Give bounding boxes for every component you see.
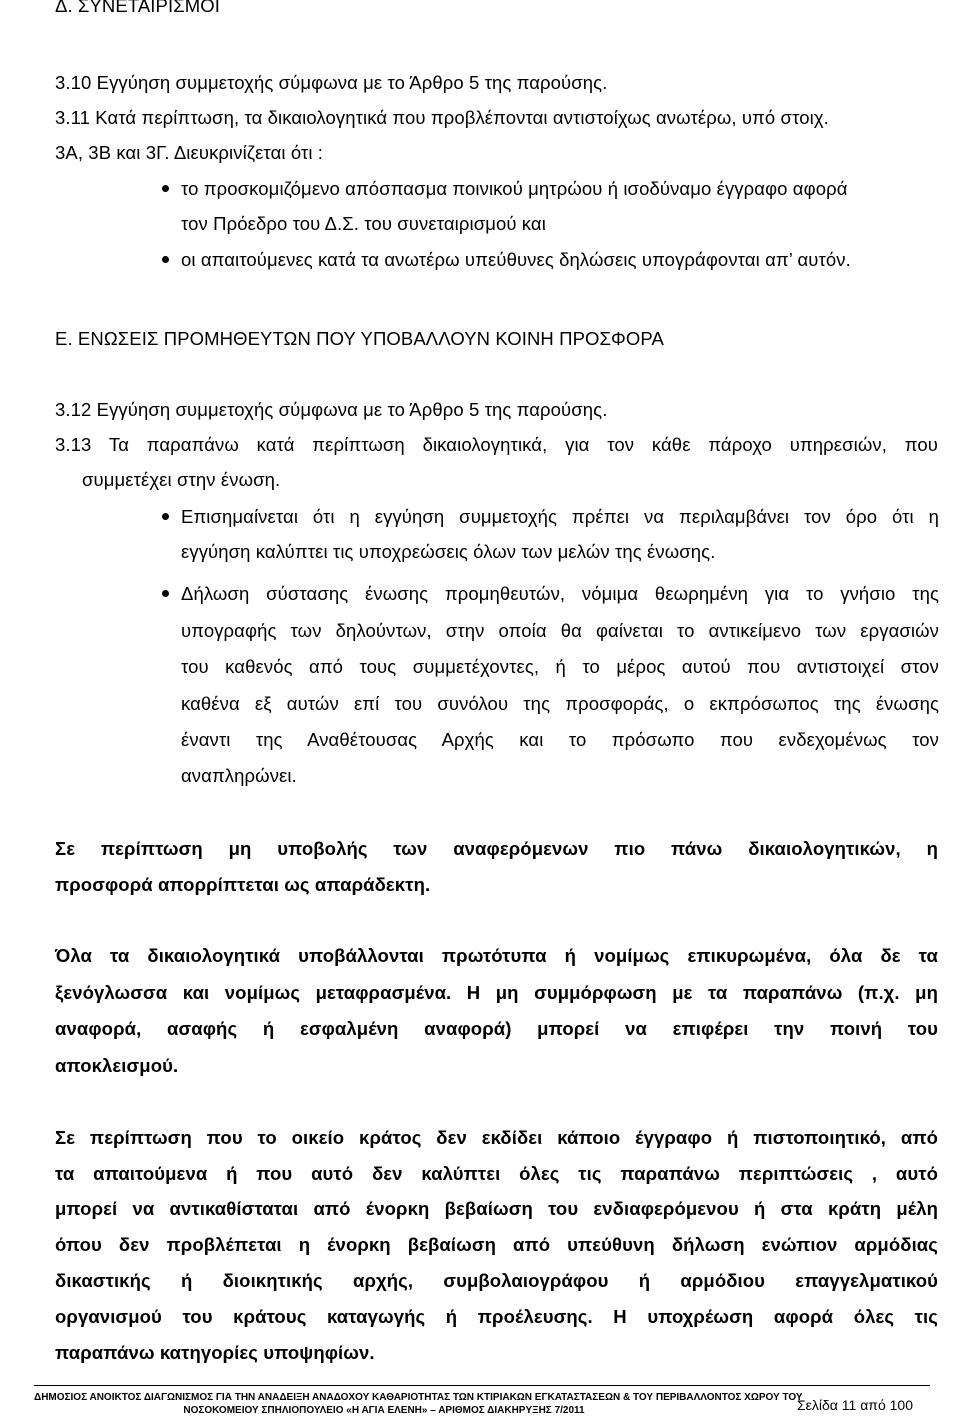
footer-divider bbox=[34, 1385, 930, 1386]
section-e-bullet2-line: καθένα εξ αυτών επί του συνόλου της προσφοράς, ο εκπρόσωπος της ένωσης bbox=[181, 693, 939, 714]
item-3-13-line2: συμμετέχει στην ένωση. bbox=[82, 469, 281, 490]
bullet-icon bbox=[162, 513, 169, 520]
section-d-bullet1-line1: το προσκομιζόμενο απόσπασμα ποινικού μητρώου ή ισοδύναμο έγγραφο αφορά bbox=[181, 178, 848, 199]
bold-paragraph-2-line: Όλα τα δικαιολογητικά υποβάλλονται πρωτότυπα ή νομίμως επικυρωμένα, όλα δε τα bbox=[55, 945, 938, 966]
section-d-bullet1-line2: τον Πρόεδρο του Δ.Σ. του συνεταιρισμού και bbox=[181, 213, 546, 234]
bold-paragraph-3-line: οργανισμού του κράτους καταγωγής ή προέλευσης. Η υποχρέωση αφορά όλες τις bbox=[55, 1306, 938, 1327]
bold-paragraph-3-line: τα απαιτούμενα ή που αυτό δεν καλύπτει όλες τις παραπάνω περιπτώσεις , αυτό bbox=[55, 1163, 938, 1184]
bold-paragraph-2-line: ξενόγλωσσα και νομίμως μεταφρασμένα. Η μη συμμόρφωση με τα παραπάνω (π.χ. μη bbox=[55, 982, 938, 1003]
item-3-11-line2: 3Α, 3Β και 3Γ. Διευκρινίζεται ότι : bbox=[55, 142, 324, 163]
bold-paragraph-3-line: παραπάνω κατηγορίες υποψηφίων. bbox=[55, 1342, 375, 1363]
bullet-icon bbox=[162, 185, 169, 192]
section-d-bullet2: οι απαιτούμενες κατά τα ανωτέρω υπεύθυνες δηλώσεις υπογράφονται απ’ αυτόν. bbox=[181, 249, 851, 270]
bold-paragraph-3-line: δικαστικής ή διοικητικής αρχής, συμβολαιογράφου ή αρμόδιου επαγγελματικού bbox=[55, 1270, 938, 1291]
section-heading-d: Δ. ΣΥΝΕΤΑΙΡΙΣΜΟΙ bbox=[55, 0, 220, 16]
section-heading-e: Ε. ΕΝΩΣΕΙΣ ΠΡΟΜΗΘΕΥΤΩΝ ΠΟΥ ΥΠΟΒΑΛΛΟΥΝ ΚΟΙΝΗ ΠΡΟΣΦΟΡΑ bbox=[55, 328, 664, 349]
section-e-bullet2-line: του καθενός από τους συμμετέχοντες, ή το μέρος αυτού που αντιστοιχεί στον bbox=[181, 656, 939, 677]
section-e-bullet2-line: έναντι της Αναθέτουσας Αρχής και το πρόσωπο που ενδεχομένως τον bbox=[181, 729, 939, 750]
item-3-10: 3.10 Εγγύηση συμμετοχής σύμφωνα με το Άρθρο 5 της παρούσης. bbox=[55, 72, 608, 93]
bullet-icon bbox=[162, 256, 169, 263]
item-3-13-line1: 3.13 Τα παραπάνω κατά περίπτωση δικαιολογητικά, για τον κάθε πάροχο υπηρεσιών, που bbox=[55, 434, 938, 455]
bold-paragraph-3-line: μπορεί να αντικαθίσταται από ένορκη βεβαίωση του ενδιαφερόμενου ή στα κράτη μέλη bbox=[55, 1198, 938, 1219]
item-3-11-line1: 3.11 Κατά περίπτωση, τα δικαιολογητικά που προβλέπονται αντιστοίχως ανωτέρω, υπό στοιχ. bbox=[55, 107, 829, 128]
section-e-bullet2-line: αναπληρώνει. bbox=[181, 765, 297, 786]
item-3-12: 3.12 Εγγύηση συμμετοχής σύμφωνα με το Άρθρο 5 της παρούσης. bbox=[55, 399, 608, 420]
footer-tender-title-line2: ΝΟΣΟΚΟΜΕΙΟΥ ΣΠΗΛΙΟΠΟΥΛΕΙΟ «Η ΑΓΙΑ ΕΛΕΝΗ» – ΑΡΙΘΜΟΣ ΔΙΑΚΗΡΥΞΗΣ 7/2011 bbox=[183, 1405, 585, 1416]
bullet-icon bbox=[162, 590, 169, 597]
bold-paragraph-3-line: όπου δεν προβλέπεται η ένορκη βεβαίωση από υπεύθυνη δήλωση ενώπιον αρμόδιας bbox=[55, 1234, 938, 1255]
section-e-bullet2-line: υπογραφής των δηλούντων, στην οποία θα φαίνεται το αντικείμενο των εργασιών bbox=[181, 620, 939, 641]
bold-paragraph-2-line: αποκλεισμού. bbox=[55, 1055, 179, 1076]
bold-paragraph-1-line: προσφορά απορρίπτεται ως απαράδεκτη. bbox=[55, 874, 431, 895]
footer-tender-title bbox=[34, 1391, 803, 1417]
bold-paragraph-1-line: Σε περίπτωση μη υποβολής των αναφερόμενων πιο πάνω δικαιολογητικών, η bbox=[55, 838, 938, 859]
page-number: Σελίδα 11 από 100 bbox=[797, 1397, 913, 1413]
footer-tender-title-line1: ΔΗΜΟΣΙΟΣ ΑΝΟΙΚΤΟΣ ΔΙΑΓΩΝΙΣΜΟΣ ΓΙΑ ΤΗΝ ΑΝΑΔΕΙΞΗ ΑΝΑΔΟΧΟΥ ΚΑΘΑΡΙΟΤΗΤΑΣ ΤΩΝ ΚΤΙΡΙΑΚΩΝ ΕΓΚΑΤΑΣΤΑΣΕΩΝ & ΤΟΥ ΠΕΡΙΒΑΛΛΟΝΤΟΣ ΧΩΡΟΥ ΤΟΥ bbox=[34, 1392, 803, 1403]
section-e-bullet1-line1: Επισημαίνεται ότι η εγγύηση συμμετοχής πρέπει να περιλαμβάνει τον όρο ότι η bbox=[181, 506, 939, 527]
bold-paragraph-3-line: Σε περίπτωση που το οικείο κράτος δεν εκδίδει κάποιο έγγραφο ή πιστοποιητικό, από bbox=[55, 1127, 938, 1148]
section-e-bullet1-line2: εγγύηση καλύπτει τις υποχρεώσεις όλων των μελών της ένωσης. bbox=[181, 541, 716, 562]
bold-paragraph-2-line: αναφορά, ασαφής ή εσφαλμένη αναφορά) μπορεί να επιφέρει την ποινή του bbox=[55, 1018, 938, 1039]
section-e-bullet2-line: Δήλωση σύστασης ένωσης προμηθευτών, νόμιμα θεωρημένη για το γνήσιο της bbox=[181, 583, 939, 604]
